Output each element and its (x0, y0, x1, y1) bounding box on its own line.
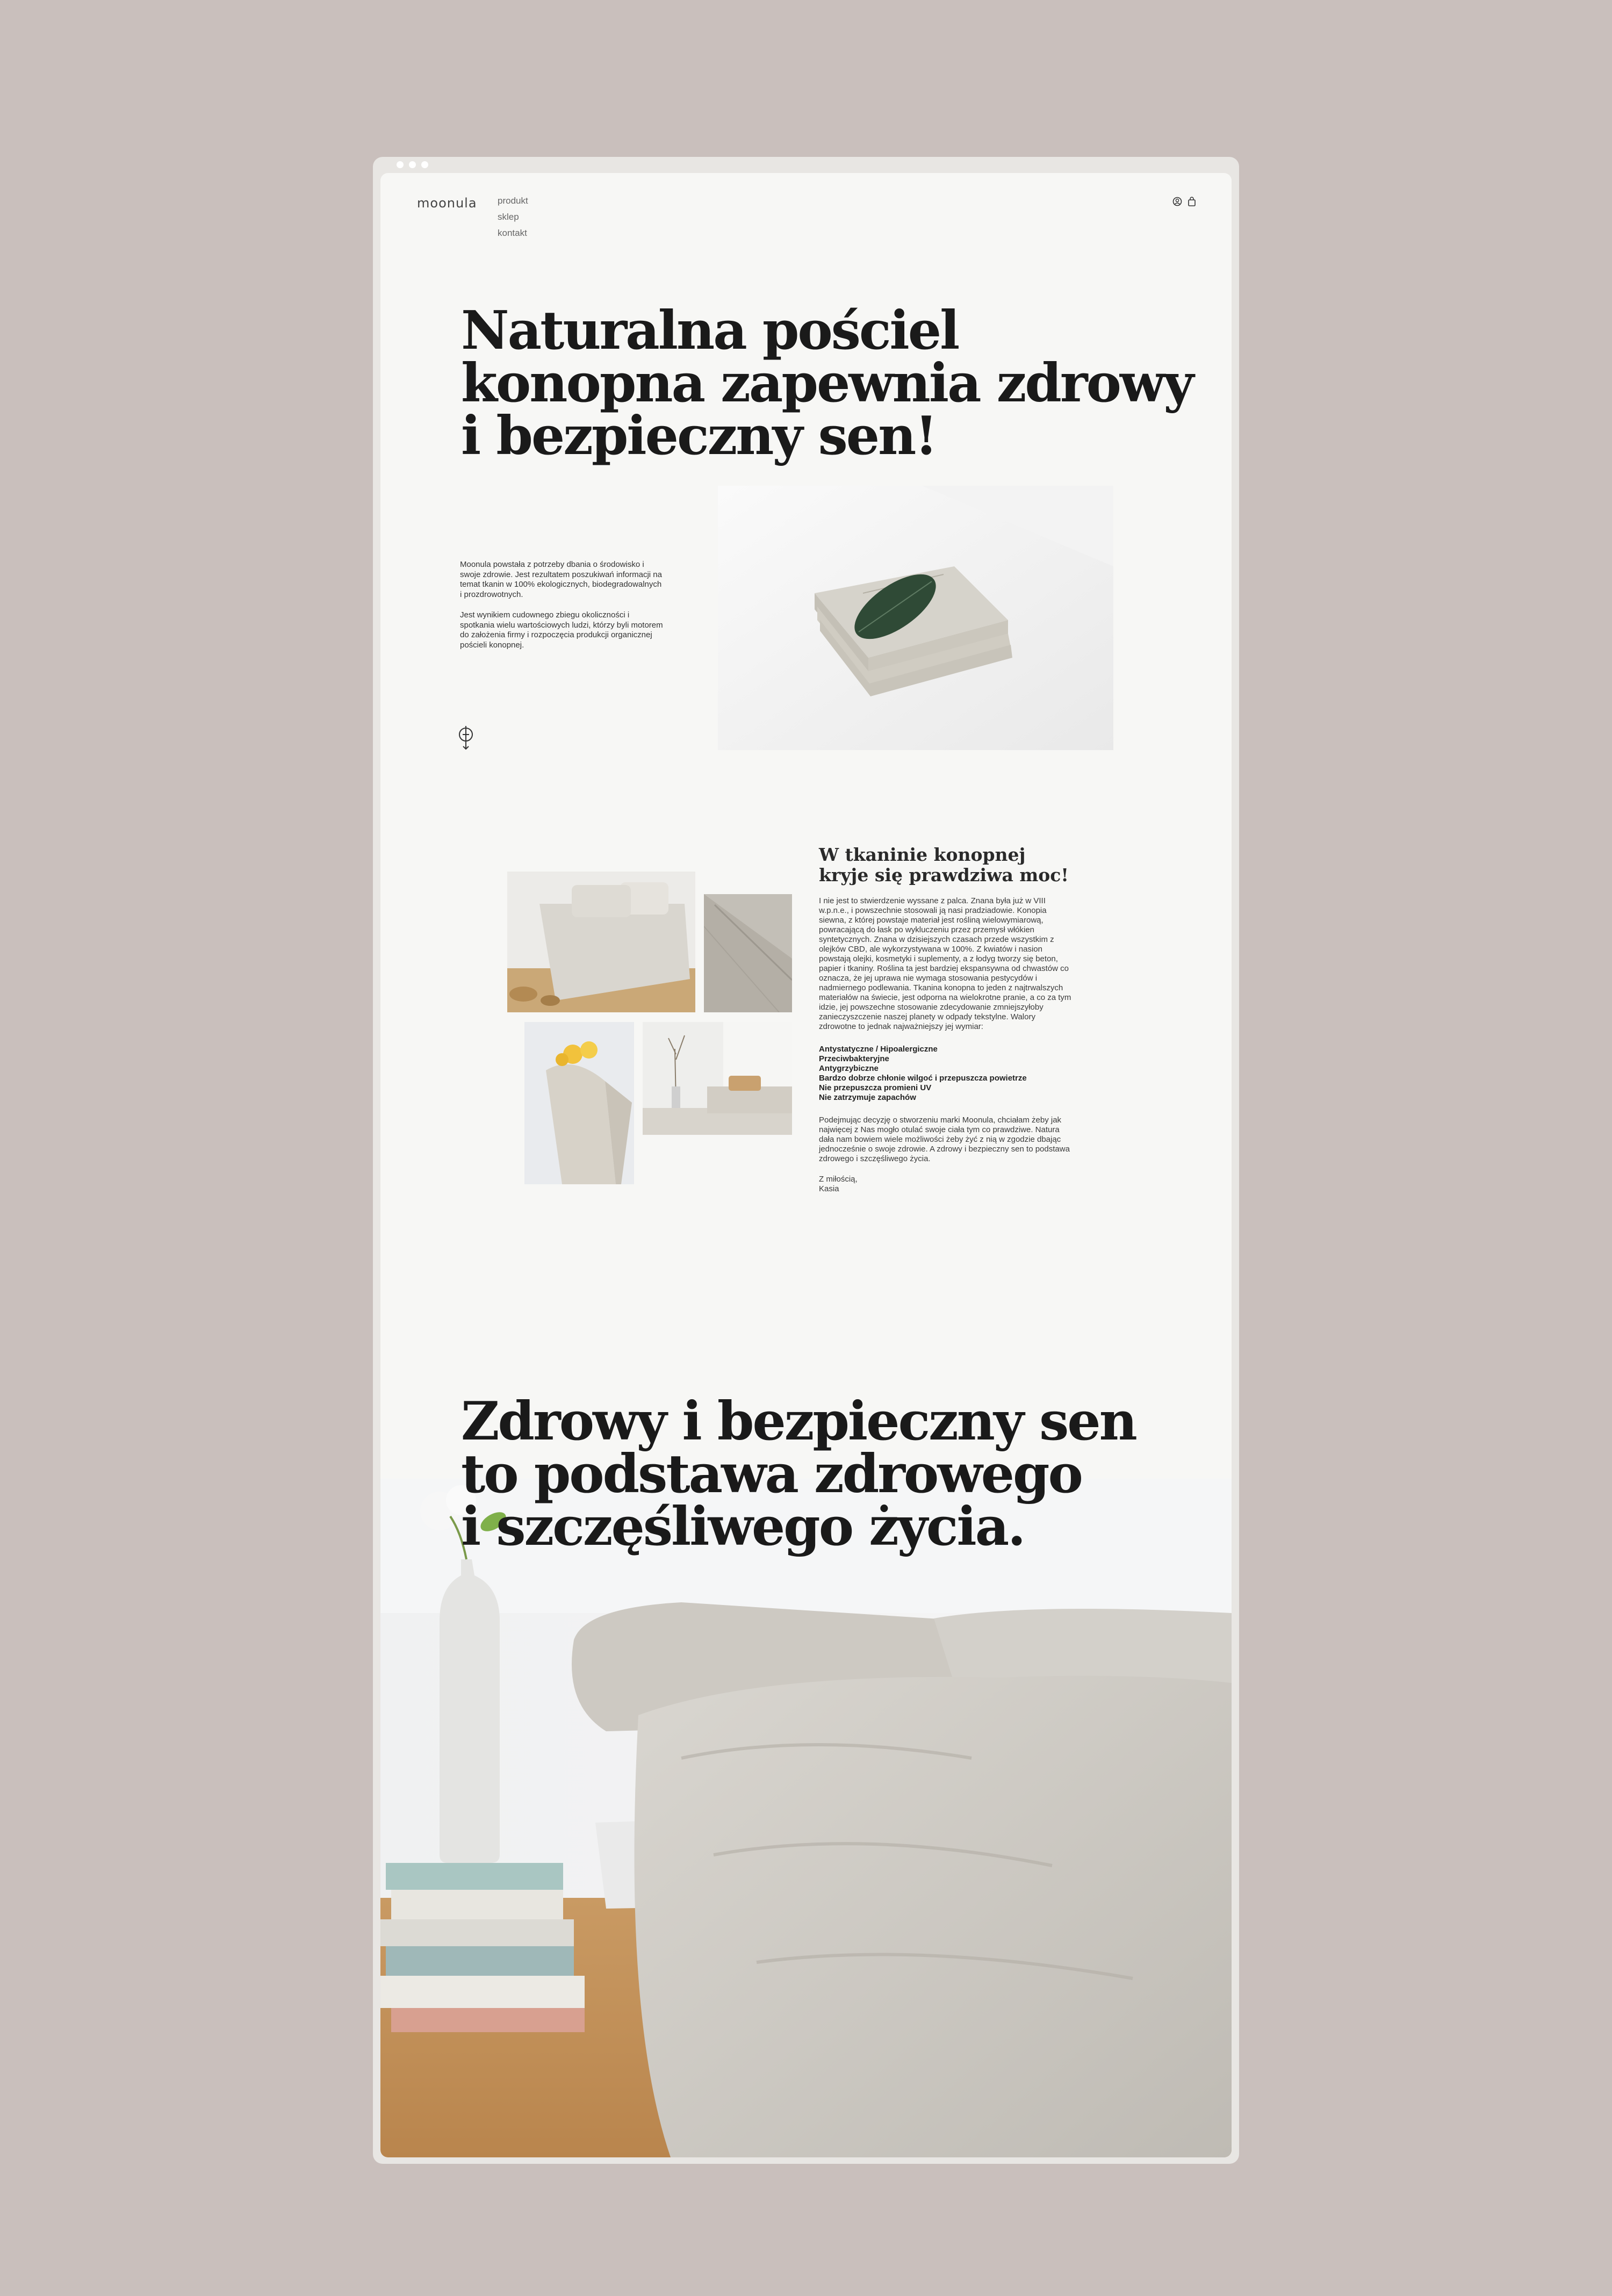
intro-paragraph: Jest wynikiem cudownego zbiegu okoliczności i spotkania wielu wartościowych ludzi, którzy byli motorem do założenia firmy i rozpoczęcia produkcji organicznej pościeli konopnej. (460, 610, 663, 650)
main-nav (498, 196, 528, 239)
window-dot[interactable] (397, 161, 404, 168)
benefit-item: Nie zatrzymuje zapachów (819, 1093, 916, 1102)
window-controls (397, 161, 428, 168)
nav-link-sklep[interactable]: sklep (498, 212, 519, 222)
header-icons (1172, 197, 1196, 206)
closing-paragraph: Podejmując decyzję o stworzeniu marki Moonula, chciałam żeby jak najwięcej z Nas mogło otulać swoje ciała tym co prawdziwe. Natura dała nam bowiem wiele możliwości żeby żyć z nią w zgodzie dbając jednocześnie o swoje zdrowie. A zdrowy i bezpieczny sen to podstawa zdrowego i szczęśliwego życia. (819, 1115, 1070, 1163)
benefit-item: Antystatyczne / Hipoalergiczne (819, 1045, 938, 1054)
hero-image-folded-linen-with-leaf (718, 486, 1113, 750)
section-body (819, 896, 1071, 1194)
nav-link-kontakt[interactable]: kontakt (498, 228, 527, 238)
photo-bedroom-with-vase (643, 1022, 792, 1135)
web-page (380, 173, 1232, 2157)
hero-intro (460, 560, 664, 650)
window-dot[interactable] (409, 161, 416, 168)
bag-icon[interactable] (1188, 197, 1196, 206)
benefit-item: Nie przepuszcza promieni UV (819, 1083, 932, 1092)
benefit-item: Bardzo dobrze chłonie wilgoć i przepuszcza powietrze (819, 1074, 1027, 1083)
moon-logo-icon (458, 724, 474, 751)
bedroom-hero-image (380, 1479, 1232, 2157)
body-paragraph: I nie jest to stwierdzenie wyssane z palca. Znana była już w VIII w.p.n.e., i powszechnie stosowali ją nasi pradziadowie. Konopia siewna, z której powstaje materiał jest rośliną wielowymiarową, powracającą do łask po wykluczeniu przez przemysł włókien syntetycznych. Znana w dzisiejszych czasach przede wszystkim z olejków CBD, ale wykorzystywana w 100%. Z kwiatów i nasion powstają olejki, kosmetyki i suplementy, a z łodyg tworzy się beton, papier i tkaniny. Roślina ta jest bardziej ekspansywna od chwastów co oznacza, że jej uprawa nie wymaga stosowania pestycydów i nadmiernego podlewania. Tkanina konopna to jeden z najtrwalszych materiałów na świecie, jest odporna na wielokrotne pranie, a co za tym idzie, jej powszechne stosowanie zdecydowanie zmniejszyłoby zanieczyszczenie naszej planety w odpady tekstylne. Walory zdrowotne to jednak najważniejszy jej wymiar: (819, 896, 1071, 1031)
nav-link-produkt[interactable]: produkt (498, 196, 528, 206)
bedding-photo-collage (507, 872, 792, 1194)
hero-title: Naturalna pościel konopna zapewnia zdrowy i bezpieczny sen! (461, 300, 1193, 467)
section-title: W tkaninie konopnej kryje się prawdziwa moc! (819, 844, 1069, 886)
photo-linen-with-lemons (524, 1022, 634, 1184)
signoff: Z miłością, Kasia (819, 1175, 858, 1193)
brand-logo[interactable]: moonula (417, 196, 477, 211)
window-dot[interactable] (421, 161, 428, 168)
bottom-title: Zdrowy i bezpieczny sen to podstawa zdrowego i szczęśliwego życia. (461, 1391, 1136, 1558)
photo-linen-detail (704, 894, 792, 1012)
benefit-item: Przeciwbakteryjne (819, 1054, 889, 1063)
photo-bed-with-baskets (507, 872, 695, 1012)
intro-paragraph: Moonula powstała z potrzeby dbania o środowisko i swoje zdrowie. Jest rezultatem poszukiwań informacji na temat tkanin w 100% ekologicznych, biodegradowalnych i prozdrowotnych. (460, 560, 662, 599)
user-icon[interactable] (1172, 197, 1182, 206)
benefit-item: Antygrzybiczne (819, 1064, 879, 1073)
benefits-list (819, 1045, 1071, 1103)
